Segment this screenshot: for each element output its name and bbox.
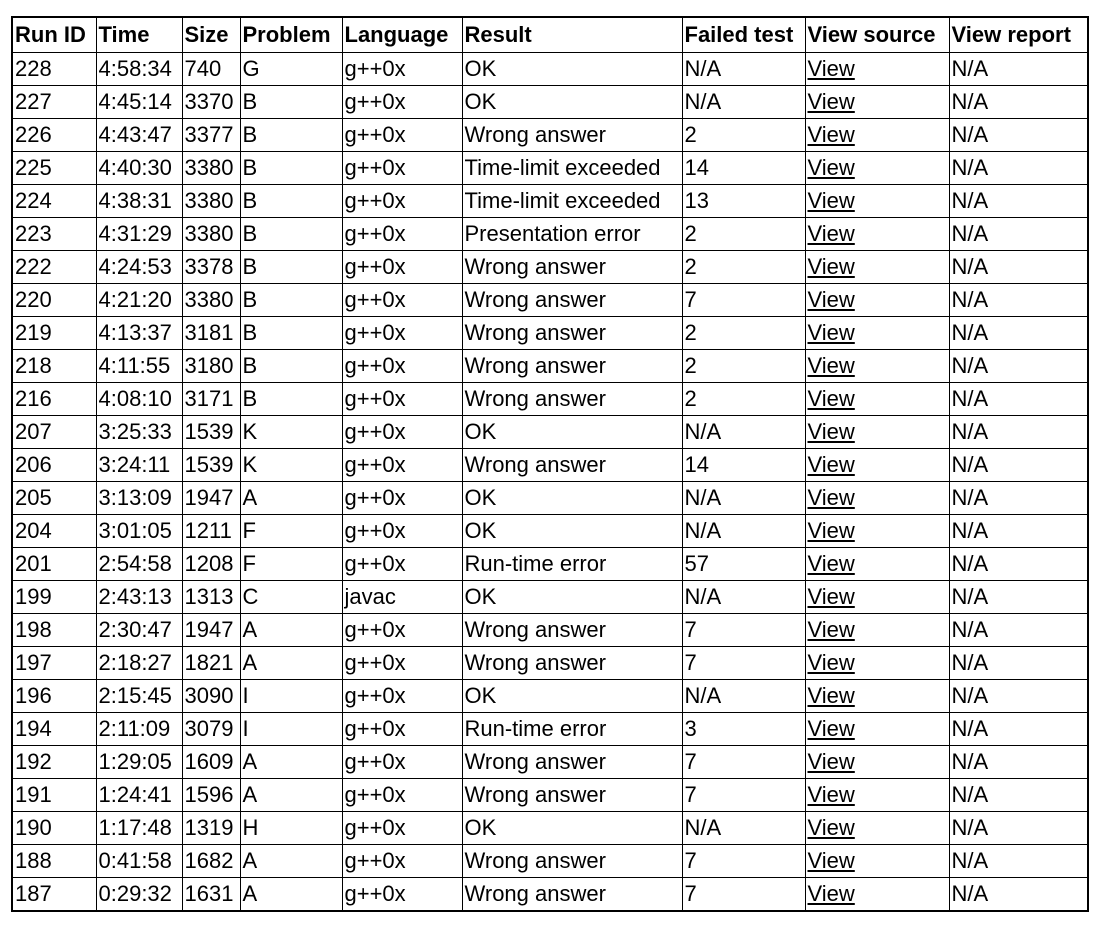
cell-view-report: N/A [949,152,1088,185]
cell-language: g++0x [342,680,462,713]
cell-problem: I [240,713,342,746]
header-result: Result [462,17,682,53]
table-row [12,251,1088,284]
cell-view-report: N/A [949,86,1088,119]
cell-size: 3377 [182,119,240,152]
cell-result: OK [462,482,682,515]
cell-view-source [805,581,949,614]
cell-run-id: 228 [12,53,96,86]
cell-time: 4:45:14 [96,86,182,119]
cell-view-report: N/A [949,515,1088,548]
cell-language: g++0x [342,878,462,912]
cell-time: 4:21:20 [96,284,182,317]
cell-result: Run-time error [462,713,682,746]
table-row [12,647,1088,680]
cell-result: OK [462,581,682,614]
cell-problem: A [240,482,342,515]
cell-failed-test: 7 [682,746,805,779]
runs-table [11,16,1089,912]
cell-language: g++0x [342,647,462,680]
cell-result: Wrong answer [462,878,682,912]
cell-result: Wrong answer [462,350,682,383]
cell-time: 4:08:10 [96,383,182,416]
cell-view-source [805,284,949,317]
cell-view-report: N/A [949,647,1088,680]
cell-size: 3090 [182,680,240,713]
cell-problem: F [240,515,342,548]
cell-view-source [805,548,949,581]
cell-failed-test: 2 [682,251,805,284]
cell-problem: B [240,317,342,350]
cell-view-source [805,416,949,449]
cell-problem: A [240,878,342,912]
cell-size: 1631 [182,878,240,912]
cell-language: g++0x [342,515,462,548]
cell-view-report: N/A [949,878,1088,912]
cell-run-id: 207 [12,416,96,449]
cell-run-id: 216 [12,383,96,416]
cell-problem: F [240,548,342,581]
cell-result: Presentation error [462,218,682,251]
view-source-link[interactable]: View [807,848,855,873]
cell-language: g++0x [342,86,462,119]
cell-failed-test: N/A [682,812,805,845]
cell-language: g++0x [342,845,462,878]
cell-run-id: 197 [12,647,96,680]
cell-run-id: 219 [12,317,96,350]
header-failed-test: Failed test [682,17,805,53]
table-row [12,416,1088,449]
cell-time: 2:30:47 [96,614,182,647]
cell-view-source [805,812,949,845]
cell-view-source [805,317,949,350]
cell-failed-test: 14 [682,449,805,482]
cell-result: OK [462,515,682,548]
cell-language: g++0x [342,614,462,647]
cell-size: 1319 [182,812,240,845]
cell-run-id: 188 [12,845,96,878]
cell-view-report: N/A [949,284,1088,317]
cell-failed-test: 2 [682,350,805,383]
cell-size: 1947 [182,482,240,515]
cell-view-source [805,746,949,779]
cell-result: Wrong answer [462,284,682,317]
cell-view-report: N/A [949,581,1088,614]
table-row [12,746,1088,779]
cell-view-source [805,482,949,515]
cell-failed-test: 57 [682,548,805,581]
cell-result: OK [462,86,682,119]
cell-view-source [805,152,949,185]
view-source-link[interactable]: View [807,584,855,609]
cell-view-report: N/A [949,218,1088,251]
view-source-link[interactable]: View [807,353,855,378]
cell-size: 3079 [182,713,240,746]
cell-time: 1:17:48 [96,812,182,845]
view-source-link[interactable]: View [807,749,855,774]
cell-time: 3:24:11 [96,449,182,482]
cell-run-id: 227 [12,86,96,119]
cell-size: 3181 [182,317,240,350]
cell-language: g++0x [342,713,462,746]
cell-run-id: 192 [12,746,96,779]
view-source-link[interactable]: View [807,56,855,81]
cell-time: 0:41:58 [96,845,182,878]
cell-problem: K [240,416,342,449]
cell-view-source [805,218,949,251]
cell-view-report: N/A [949,746,1088,779]
cell-failed-test: 2 [682,317,805,350]
cell-result: Wrong answer [462,383,682,416]
cell-problem: A [240,779,342,812]
cell-view-report: N/A [949,548,1088,581]
cell-size: 3380 [182,185,240,218]
cell-view-source [805,350,949,383]
cell-result: Run-time error [462,548,682,581]
view-source-link[interactable]: View [807,386,855,411]
cell-size: 3180 [182,350,240,383]
cell-run-id: 206 [12,449,96,482]
cell-result: OK [462,416,682,449]
table-row [12,152,1088,185]
cell-failed-test: 7 [682,779,805,812]
table-row [12,680,1088,713]
cell-language: javac [342,581,462,614]
cell-result: Wrong answer [462,614,682,647]
cell-view-report: N/A [949,614,1088,647]
header-time: Time [96,17,182,53]
cell-run-id: 198 [12,614,96,647]
cell-failed-test: N/A [682,53,805,86]
table-row [12,845,1088,878]
cell-language: g++0x [342,746,462,779]
cell-view-source [805,878,949,912]
table-row [12,878,1088,912]
cell-time: 1:29:05 [96,746,182,779]
cell-failed-test: 7 [682,647,805,680]
cell-size: 3378 [182,251,240,284]
cell-run-id: 218 [12,350,96,383]
cell-language: g++0x [342,449,462,482]
view-source-link[interactable]: View [807,89,855,114]
cell-view-source [805,845,949,878]
view-source-link[interactable]: View [807,518,855,543]
cell-view-report: N/A [949,185,1088,218]
table-row [12,515,1088,548]
cell-problem: C [240,581,342,614]
view-source-link[interactable]: View [807,815,855,840]
cell-problem: B [240,185,342,218]
cell-view-report: N/A [949,119,1088,152]
cell-language: g++0x [342,548,462,581]
cell-view-report: N/A [949,317,1088,350]
cell-result: Wrong answer [462,449,682,482]
table-row [12,548,1088,581]
cell-run-id: 205 [12,482,96,515]
cell-run-id: 224 [12,185,96,218]
cell-size: 1208 [182,548,240,581]
cell-time: 3:13:09 [96,482,182,515]
cell-result: Wrong answer [462,845,682,878]
table-row [12,383,1088,416]
runs-body [12,53,1088,912]
cell-time: 2:15:45 [96,680,182,713]
cell-time: 4:11:55 [96,350,182,383]
cell-size: 3171 [182,383,240,416]
cell-problem: A [240,845,342,878]
cell-view-report: N/A [949,416,1088,449]
cell-result: Wrong answer [462,647,682,680]
cell-time: 1:24:41 [96,779,182,812]
cell-failed-test: 7 [682,845,805,878]
view-source-link[interactable]: View [807,155,855,180]
header-size: Size [182,17,240,53]
cell-size: 740 [182,53,240,86]
cell-language: g++0x [342,53,462,86]
view-source-link[interactable]: View [807,188,855,213]
table-row [12,86,1088,119]
header-view-report: View report [949,17,1088,53]
cell-time: 4:43:47 [96,119,182,152]
cell-time: 4:38:31 [96,185,182,218]
cell-run-id: 204 [12,515,96,548]
cell-view-report: N/A [949,350,1088,383]
view-source-link[interactable]: View [807,551,855,576]
cell-failed-test: 3 [682,713,805,746]
cell-failed-test: 7 [682,614,805,647]
cell-failed-test: 7 [682,878,805,912]
cell-language: g++0x [342,779,462,812]
cell-language: g++0x [342,416,462,449]
cell-problem: I [240,680,342,713]
cell-run-id: 220 [12,284,96,317]
cell-time: 0:29:32 [96,878,182,912]
header-row [12,17,1088,53]
cell-time: 4:31:29 [96,218,182,251]
cell-size: 1539 [182,416,240,449]
cell-size: 1609 [182,746,240,779]
table-row [12,449,1088,482]
table-row [12,779,1088,812]
cell-view-source [805,383,949,416]
cell-time: 4:24:53 [96,251,182,284]
cell-problem: B [240,251,342,284]
cell-result: OK [462,53,682,86]
view-source-link[interactable]: View [807,287,855,312]
cell-view-source [805,680,949,713]
cell-time: 3:01:05 [96,515,182,548]
cell-failed-test: 14 [682,152,805,185]
cell-size: 3380 [182,284,240,317]
cell-time: 3:25:33 [96,416,182,449]
table-row [12,218,1088,251]
cell-size: 1211 [182,515,240,548]
cell-time: 4:40:30 [96,152,182,185]
cell-size: 3380 [182,152,240,185]
cell-language: g++0x [342,812,462,845]
table-row [12,185,1088,218]
cell-failed-test: 2 [682,218,805,251]
view-source-link[interactable]: View [807,782,855,807]
cell-view-report: N/A [949,812,1088,845]
cell-failed-test: N/A [682,581,805,614]
cell-problem: B [240,152,342,185]
table-row [12,53,1088,86]
cell-result: Wrong answer [462,119,682,152]
table-row [12,713,1088,746]
cell-problem: A [240,746,342,779]
cell-view-source [805,515,949,548]
cell-result: Wrong answer [462,779,682,812]
cell-failed-test: 2 [682,383,805,416]
cell-problem: B [240,119,342,152]
cell-view-source [805,119,949,152]
cell-view-source [805,449,949,482]
cell-problem: A [240,614,342,647]
cell-language: g++0x [342,119,462,152]
cell-view-source [805,614,949,647]
cell-view-source [805,779,949,812]
view-source-link[interactable]: View [807,716,855,741]
cell-size: 1682 [182,845,240,878]
view-source-link[interactable]: View [807,617,855,642]
table-row [12,119,1088,152]
cell-result: OK [462,680,682,713]
view-source-link[interactable]: View [807,452,855,477]
cell-problem: K [240,449,342,482]
cell-run-id: 199 [12,581,96,614]
table-row [12,317,1088,350]
cell-language: g++0x [342,251,462,284]
cell-run-id: 223 [12,218,96,251]
cell-time: 4:13:37 [96,317,182,350]
cell-run-id: 196 [12,680,96,713]
cell-run-id: 226 [12,119,96,152]
cell-time: 2:18:27 [96,647,182,680]
cell-time: 2:54:58 [96,548,182,581]
cell-problem: H [240,812,342,845]
header-problem: Problem [240,17,342,53]
cell-problem: B [240,86,342,119]
cell-size: 1313 [182,581,240,614]
cell-view-report: N/A [949,449,1088,482]
cell-time: 4:58:34 [96,53,182,86]
cell-size: 1821 [182,647,240,680]
cell-run-id: 191 [12,779,96,812]
cell-view-report: N/A [949,383,1088,416]
table-row [12,482,1088,515]
view-source-link[interactable]: View [807,881,855,906]
cell-size: 3370 [182,86,240,119]
cell-view-source [805,713,949,746]
table-row [12,614,1088,647]
table-row [12,350,1088,383]
cell-view-source [805,185,949,218]
cell-view-source [805,251,949,284]
cell-language: g++0x [342,218,462,251]
cell-view-source [805,86,949,119]
cell-view-report: N/A [949,53,1088,86]
cell-view-report: N/A [949,713,1088,746]
view-source-link[interactable]: View [807,320,855,345]
cell-language: g++0x [342,284,462,317]
view-source-link[interactable]: View [807,683,855,708]
cell-failed-test: 7 [682,284,805,317]
cell-size: 1947 [182,614,240,647]
cell-failed-test: N/A [682,416,805,449]
cell-result: OK [462,812,682,845]
cell-result: Wrong answer [462,746,682,779]
cell-view-source [805,647,949,680]
cell-result: Wrong answer [462,317,682,350]
cell-problem: B [240,350,342,383]
cell-view-source [805,53,949,86]
cell-language: g++0x [342,152,462,185]
table-row [12,581,1088,614]
cell-run-id: 225 [12,152,96,185]
cell-view-report: N/A [949,845,1088,878]
cell-view-report: N/A [949,251,1088,284]
header-language: Language [342,17,462,53]
header-view-source: View source [805,17,949,53]
cell-size: 1596 [182,779,240,812]
cell-problem: G [240,53,342,86]
cell-failed-test: N/A [682,86,805,119]
table-row [12,284,1088,317]
cell-language: g++0x [342,383,462,416]
table-row [12,812,1088,845]
cell-view-report: N/A [949,482,1088,515]
cell-failed-test: 2 [682,119,805,152]
cell-problem: A [240,647,342,680]
view-source-link[interactable]: View [807,221,855,246]
cell-view-report: N/A [949,680,1088,713]
cell-size: 1539 [182,449,240,482]
cell-failed-test: 13 [682,185,805,218]
view-source-link[interactable]: View [807,122,855,147]
cell-result: Wrong answer [462,251,682,284]
cell-language: g++0x [342,185,462,218]
cell-run-id: 190 [12,812,96,845]
cell-failed-test: N/A [682,482,805,515]
cell-run-id: 222 [12,251,96,284]
cell-run-id: 187 [12,878,96,912]
cell-problem: B [240,218,342,251]
cell-size: 3380 [182,218,240,251]
cell-problem: B [240,284,342,317]
cell-problem: B [240,383,342,416]
cell-failed-test: N/A [682,680,805,713]
view-source-link[interactable]: View [807,419,855,444]
view-source-link[interactable]: View [807,254,855,279]
cell-time: 2:11:09 [96,713,182,746]
view-source-link[interactable]: View [807,485,855,510]
cell-failed-test: N/A [682,515,805,548]
cell-view-report: N/A [949,779,1088,812]
header-run-id: Run ID [12,17,96,53]
cell-result: Time-limit exceeded [462,152,682,185]
cell-language: g++0x [342,350,462,383]
cell-result: Time-limit exceeded [462,185,682,218]
cell-language: g++0x [342,482,462,515]
cell-run-id: 194 [12,713,96,746]
cell-language: g++0x [342,317,462,350]
cell-run-id: 201 [12,548,96,581]
view-source-link[interactable]: View [807,650,855,675]
cell-time: 2:43:13 [96,581,182,614]
